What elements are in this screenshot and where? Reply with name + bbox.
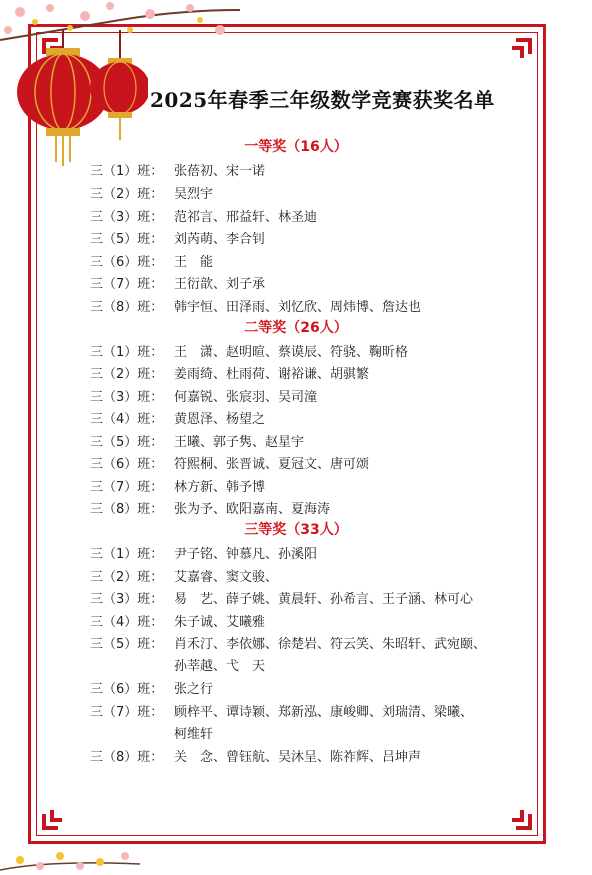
list-item-continuation: 孙莘越、弋 天: [174, 659, 266, 674]
list-item: 三（4）班： 黄恩泽、杨望之: [90, 412, 266, 427]
list-item: 三（5）班： 刘芮萌、李合钊: [90, 232, 266, 247]
list-item: 三（2）班： 姜雨绮、杜雨荷、谢裕谦、胡骐繁: [90, 367, 370, 382]
list-item: 三（5）班： 王曦、郭子隽、赵星宇: [90, 435, 305, 450]
list-item: 三（3）班： 范祁言、邢益轩、林圣迪: [90, 210, 318, 225]
list-item: 三（6）班： 王 能: [90, 255, 214, 270]
corner-ornament-top-right: [504, 36, 534, 66]
third-prize-heading: 三等奖（33人）: [244, 522, 348, 538]
list-item: 三（1）班： 王 潇、赵明暄、蔡谟辰、符骁、鞠昕格: [90, 345, 409, 360]
first-prize-heading: 一等奖（16人）: [244, 139, 348, 155]
list-item: 三（6）班： 符熙桐、张晋诚、夏冠文、唐可颂: [90, 457, 370, 472]
list-item: 三（8）班： 韩宇恒、田泽雨、刘忆欣、周炜博、詹达也: [90, 300, 422, 315]
list-item: 三（3）班： 何嘉锐、张宸羽、吴司潼: [90, 390, 318, 405]
plum-blossom-icon: [0, 842, 140, 875]
list-item: 三（8）班： 关 念、曾钰航、吴沐呈、陈祚辉、吕坤声: [90, 750, 422, 765]
list-item: 三（4）班： 朱子诚、艾曦雅: [90, 615, 266, 630]
second-prize-heading: 二等奖（26人）: [244, 320, 348, 336]
list-item: 三（8）班： 张为予、欧阳嘉南、夏海涛: [90, 502, 331, 517]
list-item: 三（2）班： 艾嘉睿、窦文骏、: [90, 570, 279, 585]
list-item: 三（1）班： 尹子铭、钟慕凡、孙溪阳: [90, 547, 318, 562]
list-item: 三（5）班： 肖禾汀、李依娜、徐楚岩、符云笑、朱昭轩、武宛颐、: [90, 637, 487, 652]
list-item: 三（7）班： 林方新、韩予博: [90, 480, 266, 495]
list-item: 三（2）班： 吴烈宇: [90, 187, 214, 202]
list-item-continuation: 柯维轩: [174, 727, 214, 742]
list-item: 三（3）班： 易 艺、薛子姚、黄晨轩、孙希言、王子涵、林可心: [90, 592, 474, 607]
list-item: 三（7）班： 顾梓平、谭诗颖、郑新泓、康峻卿、刘瑞清、梁曦、: [90, 705, 474, 720]
list-item: 三（1）班： 张蓓初、宋一诺: [90, 164, 266, 179]
page-title: 2025年春季三年级数学竞赛获奖名单: [150, 88, 495, 112]
corner-ornament-bottom-right: [504, 802, 534, 832]
corner-ornament-bottom-left: [40, 802, 70, 832]
list-item: 三（7）班： 王衍歆、刘子承: [90, 277, 266, 292]
list-item: 三（6）班： 张之行: [90, 682, 214, 697]
